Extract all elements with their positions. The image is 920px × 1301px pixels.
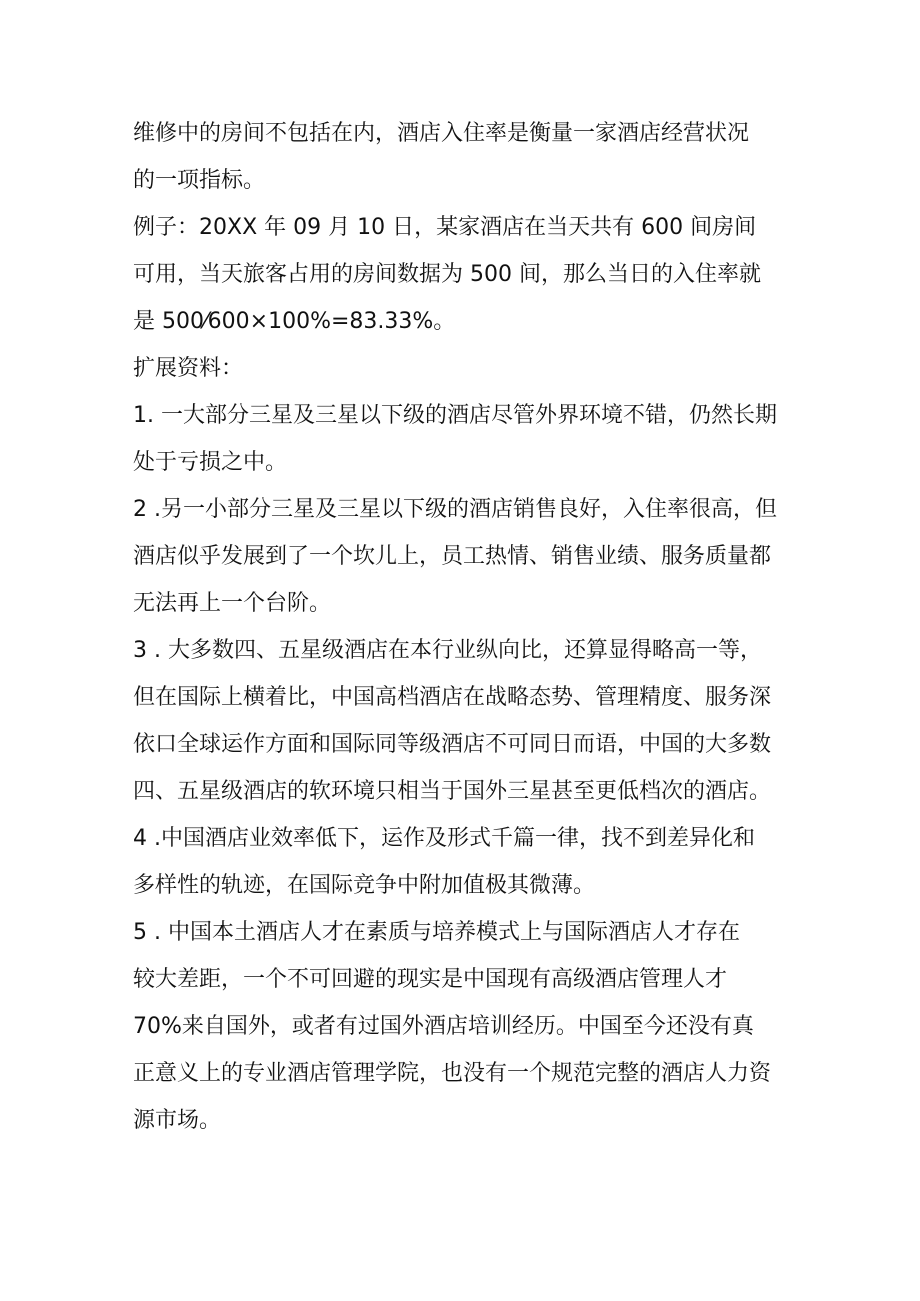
list-item: 3 . 大多数四、五星级酒店在本行业纵向比，还算显得略高一等， <box>133 638 762 663</box>
text-line: 的一项指标。 <box>133 168 266 193</box>
text-line: 70%来自国外，或者有过国外酒店培训经历。中国至今还没有真 <box>133 1014 754 1039</box>
text-line: 依口全球运作方面和国际同等级酒店不可同日而语，中国的大多数 <box>133 732 772 757</box>
document-body <box>133 110 813 1144</box>
text-line: 处于亏损之中。 <box>133 450 288 475</box>
text-line: 但在国际上横着比，中国高档酒店在战略态势、管理精度、服务深 <box>133 685 772 710</box>
text-line: 酒店似乎发展到了一个坎儿上，员工热情、销售业绩、服务质量都 <box>133 544 772 569</box>
text-line: 源市场。 <box>133 1108 222 1133</box>
list-item: 2 .另一小部分三星及三星以下级的酒店销售良好，入住率很高，但 <box>133 497 777 522</box>
text-line: 维修中的房间不包括在内，酒店入住率是衡量一家酒店经营状况 <box>133 121 750 146</box>
text-line: 例子：20XX 年 09 月 10 日，某家酒店在当天共有 600 间房间 <box>133 215 757 240</box>
text-line: 四、五星级酒店的软环境只相当于国外三星甚至更低档次的酒店。 <box>133 779 772 804</box>
text-line: 可用，当天旅客占用的房间数据为 500 间，那么当日的入住率就 <box>133 262 761 287</box>
list-item: 5 . 中国本土酒店人才在素质与培养模式上与国际酒店人才存在 <box>133 920 740 945</box>
section-heading: 扩展资料： <box>133 356 244 381</box>
list-item: 1. 一大部分三星及三星以下级的酒店尽管外界环境不错，仍然长期 <box>133 403 777 428</box>
text-line: 多样性的轨迹，在国际竞争中附加值极其微薄。 <box>133 873 596 898</box>
text-line: 是 500⁄600×100%=83.33%。 <box>133 309 456 334</box>
list-item: 4 .中国酒店业效率低下，运作及形式千篇一律，找不到差异化和 <box>133 826 755 851</box>
text-line: 无法再上一个台阶。 <box>133 591 332 616</box>
text-line: 正意义上的专业酒店管理学院，也没有一个规范完整的酒店人力资 <box>133 1061 772 1086</box>
text-line: 较大差距，一个不可回避的现实是中国现有高级酒店管理人才 <box>133 967 728 992</box>
